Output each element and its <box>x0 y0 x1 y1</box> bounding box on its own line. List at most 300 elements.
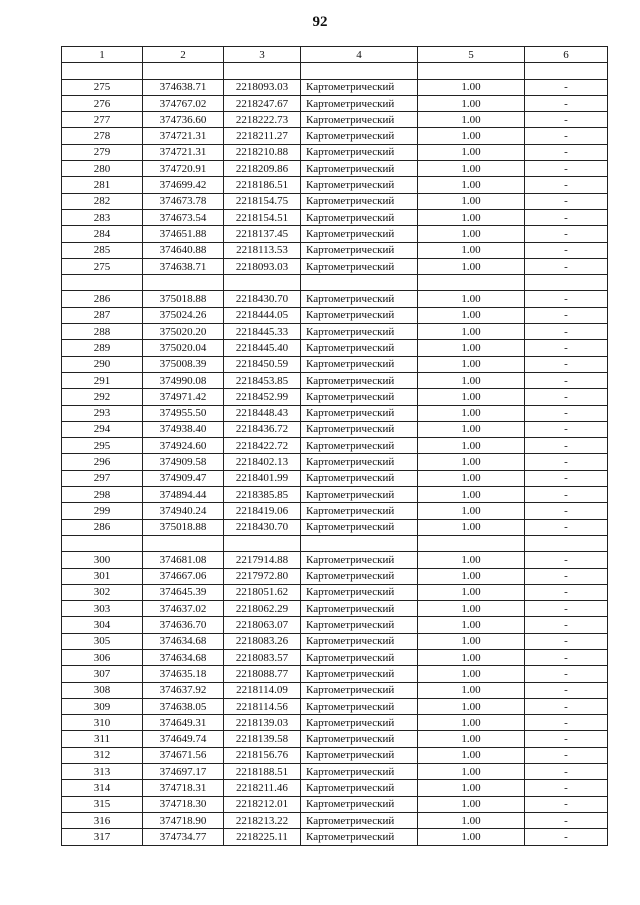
x-coordinate-cell: 375020.20 <box>143 324 224 340</box>
table-row <box>62 193 608 209</box>
point-number-cell: 310 <box>62 715 143 731</box>
x-coordinate-cell: 374671.56 <box>143 747 224 763</box>
x-coordinate-cell: 374637.02 <box>143 601 224 617</box>
point-number-cell: 283 <box>62 209 143 225</box>
table-row <box>62 666 608 682</box>
note-cell: - <box>525 405 608 421</box>
accuracy-cell: 1.00 <box>418 487 525 503</box>
method-cell: Картометрический <box>301 324 418 340</box>
method-cell: Картометрический <box>301 177 418 193</box>
x-coordinate-cell: 374767.02 <box>143 95 224 111</box>
table-row <box>62 307 608 323</box>
method-cell: Картометрический <box>301 144 418 160</box>
x-coordinate-cell: 374673.78 <box>143 193 224 209</box>
accuracy-cell: 1.00 <box>418 519 525 535</box>
accuracy-cell: 1.00 <box>418 829 525 845</box>
x-coordinate-cell: 375020.04 <box>143 340 224 356</box>
x-coordinate-cell: 374645.39 <box>143 584 224 600</box>
y-coordinate-cell: 2218063.07 <box>224 617 301 633</box>
method-cell: Картометрический <box>301 731 418 747</box>
point-number-cell: 290 <box>62 356 143 372</box>
point-number-cell: 313 <box>62 764 143 780</box>
point-number-cell: 284 <box>62 226 143 242</box>
accuracy-cell: 1.00 <box>418 715 525 731</box>
x-coordinate-cell: 374909.47 <box>143 470 224 486</box>
y-coordinate-cell: 2218154.51 <box>224 209 301 225</box>
table-row <box>62 552 608 568</box>
y-coordinate-cell: 2218401.99 <box>224 470 301 486</box>
empty-cell <box>62 63 143 79</box>
point-number-cell: 277 <box>62 112 143 128</box>
y-coordinate-cell: 2218385.85 <box>224 487 301 503</box>
x-coordinate-cell: 374955.50 <box>143 405 224 421</box>
table-row <box>62 731 608 747</box>
x-coordinate-cell: 374909.58 <box>143 454 224 470</box>
x-coordinate-cell: 375008.39 <box>143 356 224 372</box>
method-cell: Картометрический <box>301 698 418 714</box>
point-number-cell: 292 <box>62 389 143 405</box>
method-cell: Картометрический <box>301 519 418 535</box>
accuracy-cell: 1.00 <box>418 405 525 421</box>
note-cell: - <box>525 324 608 340</box>
note-cell: - <box>525 503 608 519</box>
x-coordinate-cell: 374651.88 <box>143 226 224 242</box>
table-row <box>62 649 608 665</box>
accuracy-cell: 1.00 <box>418 226 525 242</box>
empty-cell <box>143 535 224 551</box>
point-number-cell: 281 <box>62 177 143 193</box>
accuracy-cell: 1.00 <box>418 601 525 617</box>
note-cell: - <box>525 764 608 780</box>
method-cell: Картометрический <box>301 796 418 812</box>
point-number-cell: 311 <box>62 731 143 747</box>
y-coordinate-cell: 2218453.85 <box>224 372 301 388</box>
column-header: 6 <box>525 47 608 63</box>
point-number-cell: 282 <box>62 193 143 209</box>
point-number-cell: 286 <box>62 519 143 535</box>
y-coordinate-cell: 2218419.06 <box>224 503 301 519</box>
note-cell: - <box>525 568 608 584</box>
table-row <box>62 340 608 356</box>
coordinates-table <box>61 46 608 846</box>
note-cell: - <box>525 161 608 177</box>
method-cell: Картометрический <box>301 764 418 780</box>
note-cell: - <box>525 698 608 714</box>
y-coordinate-cell: 2218083.26 <box>224 633 301 649</box>
separator-row <box>62 535 608 551</box>
table-row <box>62 226 608 242</box>
y-coordinate-cell: 2218436.72 <box>224 421 301 437</box>
note-cell: - <box>525 829 608 845</box>
column-header: 3 <box>224 47 301 63</box>
method-cell: Картометрический <box>301 666 418 682</box>
note-cell: - <box>525 112 608 128</box>
y-coordinate-cell: 2218154.75 <box>224 193 301 209</box>
x-coordinate-cell: 374649.74 <box>143 731 224 747</box>
accuracy-cell: 1.00 <box>418 454 525 470</box>
x-coordinate-cell: 374718.31 <box>143 780 224 796</box>
accuracy-cell: 1.00 <box>418 649 525 665</box>
method-cell: Картометрический <box>301 617 418 633</box>
point-number-cell: 288 <box>62 324 143 340</box>
method-cell: Картометрический <box>301 226 418 242</box>
y-coordinate-cell: 2218448.43 <box>224 405 301 421</box>
note-cell: - <box>525 454 608 470</box>
x-coordinate-cell: 374649.31 <box>143 715 224 731</box>
y-coordinate-cell: 2218213.22 <box>224 812 301 828</box>
accuracy-cell: 1.00 <box>418 552 525 568</box>
note-cell: - <box>525 372 608 388</box>
point-number-cell: 314 <box>62 780 143 796</box>
empty-cell <box>418 535 525 551</box>
x-coordinate-cell: 374971.42 <box>143 389 224 405</box>
x-coordinate-cell: 374940.24 <box>143 503 224 519</box>
note-cell: - <box>525 601 608 617</box>
point-number-cell: 276 <box>62 95 143 111</box>
column-header: 4 <box>301 47 418 63</box>
accuracy-cell: 1.00 <box>418 633 525 649</box>
accuracy-cell: 1.00 <box>418 747 525 763</box>
method-cell: Картометрический <box>301 682 418 698</box>
table-row <box>62 829 608 845</box>
table-row <box>62 682 608 698</box>
method-cell: Картометрический <box>301 715 418 731</box>
point-number-cell: 278 <box>62 128 143 144</box>
accuracy-cell: 1.00 <box>418 812 525 828</box>
method-cell: Картометрический <box>301 112 418 128</box>
table-row <box>62 95 608 111</box>
method-cell: Картометрический <box>301 291 418 307</box>
note-cell: - <box>525 796 608 812</box>
y-coordinate-cell: 2218225.11 <box>224 829 301 845</box>
table-row <box>62 780 608 796</box>
y-coordinate-cell: 2218445.40 <box>224 340 301 356</box>
empty-cell <box>418 275 525 291</box>
table-row <box>62 454 608 470</box>
y-coordinate-cell: 2218137.45 <box>224 226 301 242</box>
point-number-cell: 309 <box>62 698 143 714</box>
table-row <box>62 144 608 160</box>
x-coordinate-cell: 374638.71 <box>143 79 224 95</box>
empty-cell <box>224 535 301 551</box>
empty-cell <box>525 275 608 291</box>
empty-cell <box>525 535 608 551</box>
x-coordinate-cell: 374721.31 <box>143 144 224 160</box>
method-cell: Картометрический <box>301 193 418 209</box>
x-coordinate-cell: 374636.70 <box>143 617 224 633</box>
note-cell: - <box>525 519 608 535</box>
accuracy-cell: 1.00 <box>418 95 525 111</box>
y-coordinate-cell: 2218156.76 <box>224 747 301 763</box>
accuracy-cell: 1.00 <box>418 177 525 193</box>
note-cell: - <box>525 552 608 568</box>
accuracy-cell: 1.00 <box>418 584 525 600</box>
method-cell: Картометрический <box>301 470 418 486</box>
accuracy-cell: 1.00 <box>418 324 525 340</box>
note-cell: - <box>525 258 608 274</box>
accuracy-cell: 1.00 <box>418 698 525 714</box>
point-number-cell: 280 <box>62 161 143 177</box>
x-coordinate-cell: 374718.90 <box>143 812 224 828</box>
method-cell: Картометрический <box>301 372 418 388</box>
note-cell: - <box>525 682 608 698</box>
note-cell: - <box>525 666 608 682</box>
note-cell: - <box>525 242 608 258</box>
accuracy-cell: 1.00 <box>418 421 525 437</box>
accuracy-cell: 1.00 <box>418 568 525 584</box>
x-coordinate-cell: 374697.17 <box>143 764 224 780</box>
point-number-cell: 300 <box>62 552 143 568</box>
y-coordinate-cell: 2218247.67 <box>224 95 301 111</box>
method-cell: Картометрический <box>301 161 418 177</box>
x-coordinate-cell: 374638.71 <box>143 258 224 274</box>
accuracy-cell: 1.00 <box>418 389 525 405</box>
table-row <box>62 356 608 372</box>
column-header: 5 <box>418 47 525 63</box>
note-cell: - <box>525 128 608 144</box>
method-cell: Картометрический <box>301 633 418 649</box>
x-coordinate-cell: 374924.60 <box>143 438 224 454</box>
method-cell: Картометрический <box>301 405 418 421</box>
point-number-cell: 303 <box>62 601 143 617</box>
empty-cell <box>224 63 301 79</box>
x-coordinate-cell: 374635.18 <box>143 666 224 682</box>
y-coordinate-cell: 2218422.72 <box>224 438 301 454</box>
column-header: 1 <box>62 47 143 63</box>
table-row <box>62 324 608 340</box>
y-coordinate-cell: 2218211.27 <box>224 128 301 144</box>
y-coordinate-cell: 2218210.88 <box>224 144 301 160</box>
point-number-cell: 275 <box>62 79 143 95</box>
method-cell: Картометрический <box>301 552 418 568</box>
separator-row <box>62 275 608 291</box>
y-coordinate-cell: 2218450.59 <box>224 356 301 372</box>
point-number-cell: 286 <box>62 291 143 307</box>
y-coordinate-cell: 2218452.99 <box>224 389 301 405</box>
y-coordinate-cell: 2218083.57 <box>224 649 301 665</box>
point-number-cell: 298 <box>62 487 143 503</box>
method-cell: Картометрический <box>301 649 418 665</box>
x-coordinate-cell: 374734.77 <box>143 829 224 845</box>
method-cell: Картометрический <box>301 421 418 437</box>
note-cell: - <box>525 747 608 763</box>
table-row <box>62 258 608 274</box>
point-number-cell: 289 <box>62 340 143 356</box>
table-row <box>62 747 608 763</box>
note-cell: - <box>525 389 608 405</box>
accuracy-cell: 1.00 <box>418 193 525 209</box>
accuracy-cell: 1.00 <box>418 764 525 780</box>
accuracy-cell: 1.00 <box>418 291 525 307</box>
y-coordinate-cell: 2218222.73 <box>224 112 301 128</box>
method-cell: Картометрический <box>301 568 418 584</box>
x-coordinate-cell: 374699.42 <box>143 177 224 193</box>
x-coordinate-cell: 374640.88 <box>143 242 224 258</box>
table-row <box>62 470 608 486</box>
table-row <box>62 128 608 144</box>
note-cell: - <box>525 307 608 323</box>
empty-cell <box>62 535 143 551</box>
accuracy-cell: 1.00 <box>418 340 525 356</box>
empty-cell <box>143 63 224 79</box>
x-coordinate-cell: 374638.05 <box>143 698 224 714</box>
table-row <box>62 796 608 812</box>
page-number: 92 <box>312 14 328 30</box>
x-coordinate-cell: 374990.08 <box>143 372 224 388</box>
point-number-cell: 302 <box>62 584 143 600</box>
method-cell: Картометрический <box>301 258 418 274</box>
table-row <box>62 112 608 128</box>
accuracy-cell: 1.00 <box>418 438 525 454</box>
point-number-cell: 316 <box>62 812 143 828</box>
point-number-cell: 301 <box>62 568 143 584</box>
note-cell: - <box>525 731 608 747</box>
table-row <box>62 209 608 225</box>
table-row <box>62 177 608 193</box>
table-row <box>62 519 608 535</box>
point-number-cell: 307 <box>62 666 143 682</box>
method-cell: Картометрический <box>301 209 418 225</box>
empty-cell <box>418 63 525 79</box>
y-coordinate-cell: 2217914.88 <box>224 552 301 568</box>
x-coordinate-cell: 374894.44 <box>143 487 224 503</box>
method-cell: Картометрический <box>301 438 418 454</box>
y-coordinate-cell: 2218211.46 <box>224 780 301 796</box>
x-coordinate-cell: 375024.26 <box>143 307 224 323</box>
y-coordinate-cell: 2218093.03 <box>224 79 301 95</box>
point-number-cell: 299 <box>62 503 143 519</box>
method-cell: Картометрический <box>301 487 418 503</box>
point-number-cell: 305 <box>62 633 143 649</box>
separator-row <box>62 63 608 79</box>
y-coordinate-cell: 2218445.33 <box>224 324 301 340</box>
note-cell: - <box>525 209 608 225</box>
point-number-cell: 306 <box>62 649 143 665</box>
note-cell: - <box>525 649 608 665</box>
empty-cell <box>62 275 143 291</box>
method-cell: Картометрический <box>301 454 418 470</box>
y-coordinate-cell: 2218114.09 <box>224 682 301 698</box>
point-number-cell: 293 <box>62 405 143 421</box>
y-coordinate-cell: 2218051.62 <box>224 584 301 600</box>
note-cell: - <box>525 438 608 454</box>
x-coordinate-cell: 374673.54 <box>143 209 224 225</box>
x-coordinate-cell: 374718.30 <box>143 796 224 812</box>
note-cell: - <box>525 193 608 209</box>
table-row <box>62 79 608 95</box>
note-cell: - <box>525 470 608 486</box>
empty-cell <box>301 535 418 551</box>
method-cell: Картометрический <box>301 389 418 405</box>
accuracy-cell: 1.00 <box>418 666 525 682</box>
method-cell: Картометрический <box>301 812 418 828</box>
method-cell: Картометрический <box>301 79 418 95</box>
note-cell: - <box>525 144 608 160</box>
table-row <box>62 421 608 437</box>
method-cell: Картометрический <box>301 829 418 845</box>
table-row <box>62 291 608 307</box>
y-coordinate-cell: 2218093.03 <box>224 258 301 274</box>
accuracy-cell: 1.00 <box>418 161 525 177</box>
table-row <box>62 601 608 617</box>
accuracy-cell: 1.00 <box>418 617 525 633</box>
point-number-cell: 315 <box>62 796 143 812</box>
y-coordinate-cell: 2218186.51 <box>224 177 301 193</box>
point-number-cell: 275 <box>62 258 143 274</box>
table-row <box>62 568 608 584</box>
y-coordinate-cell: 2218444.05 <box>224 307 301 323</box>
table-header-row <box>62 47 608 63</box>
accuracy-cell: 1.00 <box>418 372 525 388</box>
note-cell: - <box>525 95 608 111</box>
x-coordinate-cell: 374634.68 <box>143 649 224 665</box>
note-cell: - <box>525 421 608 437</box>
x-coordinate-cell: 374720.91 <box>143 161 224 177</box>
table-row <box>62 812 608 828</box>
x-coordinate-cell: 374667.06 <box>143 568 224 584</box>
y-coordinate-cell: 2218402.13 <box>224 454 301 470</box>
note-cell: - <box>525 780 608 796</box>
note-cell: - <box>525 715 608 731</box>
accuracy-cell: 1.00 <box>418 780 525 796</box>
point-number-cell: 287 <box>62 307 143 323</box>
point-number-cell: 308 <box>62 682 143 698</box>
point-number-cell: 295 <box>62 438 143 454</box>
x-coordinate-cell: 374721.31 <box>143 128 224 144</box>
method-cell: Картометрический <box>301 601 418 617</box>
table-row <box>62 584 608 600</box>
note-cell: - <box>525 340 608 356</box>
y-coordinate-cell: 2217972.80 <box>224 568 301 584</box>
y-coordinate-cell: 2218114.56 <box>224 698 301 714</box>
method-cell: Картометрический <box>301 780 418 796</box>
method-cell: Картометрический <box>301 340 418 356</box>
note-cell: - <box>525 177 608 193</box>
y-coordinate-cell: 2218088.77 <box>224 666 301 682</box>
note-cell: - <box>525 79 608 95</box>
table-row <box>62 389 608 405</box>
accuracy-cell: 1.00 <box>418 128 525 144</box>
note-cell: - <box>525 487 608 503</box>
method-cell: Картометрический <box>301 128 418 144</box>
table-row <box>62 715 608 731</box>
point-number-cell: 285 <box>62 242 143 258</box>
point-number-cell: 296 <box>62 454 143 470</box>
point-number-cell: 304 <box>62 617 143 633</box>
y-coordinate-cell: 2218062.29 <box>224 601 301 617</box>
accuracy-cell: 1.00 <box>418 209 525 225</box>
note-cell: - <box>525 812 608 828</box>
method-cell: Картометрический <box>301 307 418 323</box>
empty-cell <box>525 63 608 79</box>
note-cell: - <box>525 226 608 242</box>
accuracy-cell: 1.00 <box>418 356 525 372</box>
table-row <box>62 764 608 780</box>
point-number-cell: 312 <box>62 747 143 763</box>
table-row <box>62 438 608 454</box>
accuracy-cell: 1.00 <box>418 112 525 128</box>
x-coordinate-cell: 375018.88 <box>143 291 224 307</box>
point-number-cell: 279 <box>62 144 143 160</box>
note-cell: - <box>525 633 608 649</box>
column-header: 2 <box>143 47 224 63</box>
accuracy-cell: 1.00 <box>418 144 525 160</box>
y-coordinate-cell: 2218209.86 <box>224 161 301 177</box>
y-coordinate-cell: 2218430.70 <box>224 291 301 307</box>
method-cell: Картометрический <box>301 95 418 111</box>
y-coordinate-cell: 2218139.58 <box>224 731 301 747</box>
x-coordinate-cell: 374634.68 <box>143 633 224 649</box>
